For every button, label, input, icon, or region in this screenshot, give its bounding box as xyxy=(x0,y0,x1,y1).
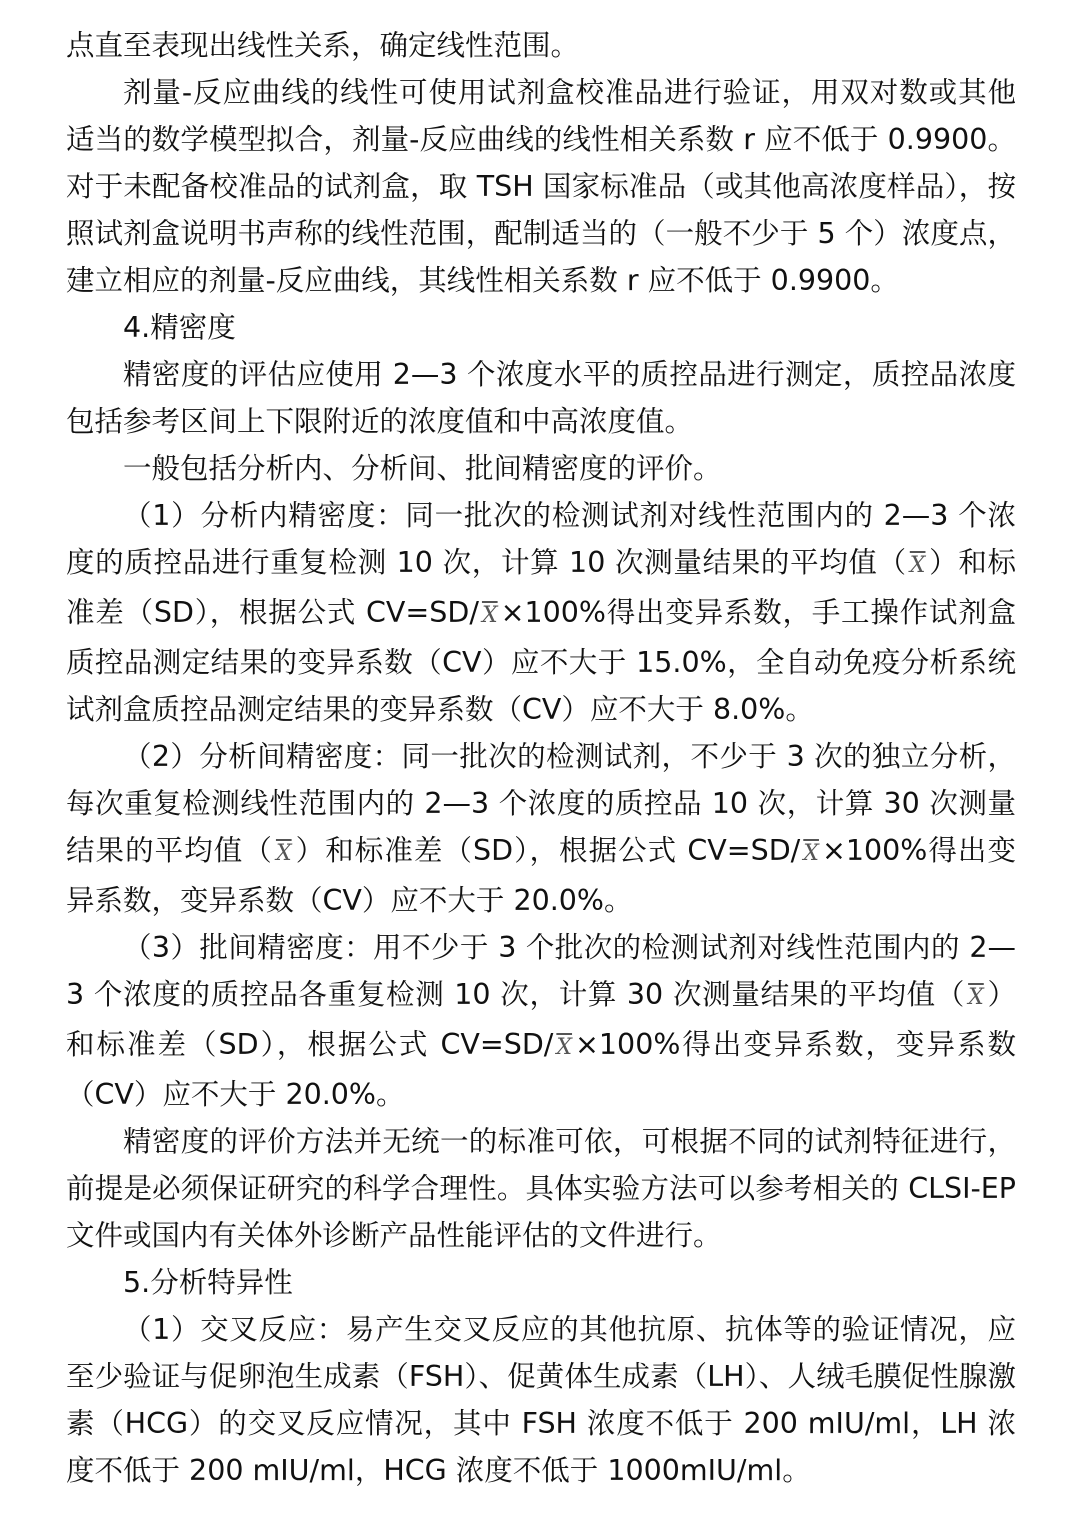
heading-precision: 4.精密度 xyxy=(123,311,236,344)
item-text: ×100%得出变异系数，变异系数（CV）应不大于 20.0%。 xyxy=(66,834,1016,917)
item-text: ×100%得出变异系数，手工操作试剂盒质控品测定结果的变异系数（CV）应不大于 15.0%，全自动免疫分析系统试剂盒质控品测定结果的变异系数（CV）应不大于 8.0%。 xyxy=(66,596,1017,726)
xbar-symbol: $\overline{X}$ xyxy=(556,1035,573,1060)
xbar-symbol: $\overline{X}$ xyxy=(481,603,498,628)
item-text: （2）分析间精密度：同一批次的检测试剂，不少于 3 次的独立分析，每次重复检测线性范围内的 2—3 个浓度的质控品 10 次，计算 30 次测量结果的平均值（ xyxy=(66,740,1016,867)
item-intra-assay-precision xyxy=(66,492,1016,733)
xbar-symbol: $\overline{X}$ xyxy=(909,553,926,578)
item-text: ）和标准差（SD），根据公式 CV=SD/ xyxy=(294,834,801,867)
item-text: （3）批间精密度：用不少于 3 个批次的检测试剂对线性范围内的 2—3 个浓度的质控品各重复检测 10 次，计算 30 次测量结果的平均值（ xyxy=(66,931,1016,1011)
paragraph-linearity-verification: 剂量-反应曲线的线性可使用试剂盒校准品进行验证，用双对数或其他适当的数学模型拟合，剂量-反应曲线的线性相关系数 r 应不低于 0.9900。对于未配备校准品的试剂盒，取 TSH 国家标准品（或其他高浓度样品），按照试剂盒说明书声称的线性范围，配制适当的（一般不少于 5 个）浓度点，建立相应的剂量-反应曲线，其线性相关系数 r 应不低于 0.9900。 xyxy=(66,76,1016,297)
item-text: ）和标准差（SD），根据公式 CV=SD/ xyxy=(66,546,1016,629)
item-inter-lot-precision xyxy=(66,924,1016,1118)
item-inter-assay-precision xyxy=(66,733,1016,924)
item-text: （1）分析内精密度：同一批次的检测试剂对线性范围内的 2—3 个浓度的质控品进行重复检测 10 次，计算 10 次测量结果的平均值（ xyxy=(66,499,1016,579)
item-text: ×100%得出变异系数，变异系数（CV）应不大于 20.0%。 xyxy=(66,1028,1016,1111)
paragraph-precision-types: 一般包括分析内、分析间、批间精密度的评价。 xyxy=(123,452,722,485)
heading-analytical-specificity: 5.分析特异性 xyxy=(123,1266,293,1299)
xbar-symbol: $\overline{X}$ xyxy=(968,985,984,1010)
paragraph-precision-method: 精密度的评价方法并无统一的标准可依，可根据不同的试剂特征进行，前提是必须保证研究的科学合理性。具体实验方法可以参考相关的 CLSI-EP 文件或国内有关体外诊断产品性能评估的文件进行。 xyxy=(66,1125,1016,1252)
xbar-symbol: $\overline{X}$ xyxy=(275,841,292,866)
item-cross-reactivity: （1）交叉反应：易产生交叉反应的其他抗原、抗体等的验证情况，应至少验证与促卵泡生成素（FSH）、促黄体生成素（LH）、人绒毛膜促性腺激素（HCG）的交叉反应情况，其中 FSH 浓度不低于 200 mIU/ml，LH 浓度不低于 200 mIU/ml，HCG 浓度不低于 1000mIU/ml。 xyxy=(66,1313,1016,1487)
paragraph-linearity-end: 点直至表现出线性关系，确定线性范围。 xyxy=(66,29,580,62)
xbar-symbol: $\overline{X}$ xyxy=(803,841,819,866)
document-page xyxy=(66,22,1016,1494)
item-text: ）和标准差（SD），根据公式 CV=SD/ xyxy=(66,978,1016,1061)
paragraph-precision-evaluation: 精密度的评估应使用 2—3 个浓度水平的质控品进行测定，质控品浓度包括参考区间上下限附近的浓度值和中高浓度值。 xyxy=(66,358,1016,438)
